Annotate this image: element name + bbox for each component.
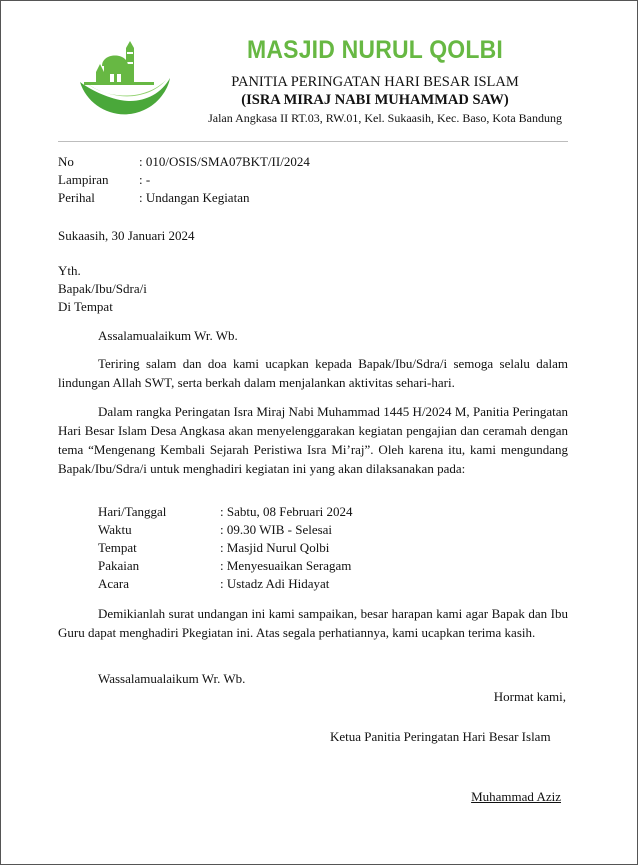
mosque-logo-icon [74, 38, 172, 122]
meta-value-subject: : Undangan Kegiatan [139, 190, 250, 205]
detail-value-attire: : Menyesuaikan Seragam [220, 558, 352, 573]
detail-value-program: : Ustadz Adi Hidayat [220, 576, 330, 591]
meta-label-attachment: Lampiran [58, 172, 109, 187]
event-title: (ISRA MIRAJ NABI MUHAMMAD SAW) [241, 92, 509, 108]
meta-value-number: : 010/OSIS/SMA07BKT/II/2024 [139, 154, 310, 169]
detail-value-time: : 09.30 WIB - Selesai [220, 522, 333, 537]
signature-title: Ketua Panitia Peringatan Hari Besar Islam [330, 729, 551, 744]
paragraph-opening: Teriring salam dan doa kami ucapkan kepada Bapak/Ibu/Sdra/i semoga selalu dalam lindungan Allah SWT, serta berkah dalam menjalankan aktivitas sehari-hari. [58, 356, 568, 390]
org-name: MASJID NURUL QOLBI [247, 36, 503, 64]
detail-value-place: : Masjid Nurul Qolbi [220, 540, 330, 555]
detail-label-attire: Pakaian [98, 558, 140, 573]
org-address: Jalan Angkasa II RT.03, RW.01, Kel. Sukaasih, Kec. Baso, Kota Bandung [208, 111, 562, 125]
meta-label-subject: Perihal [58, 190, 95, 205]
recipient-salutation: Yth. [58, 263, 81, 278]
greeting: Assalamualaikum Wr. Wb. [98, 328, 238, 343]
paragraph-invitation: Dalam rangka Peringatan Isra Miraj Nabi Muhammad 1445 H/2024 M, Panitia Peringatan Hari Besar Islam Desa Angkasa akan menyelenggarakan kegiatan pengajian dan ceramah dengan tema “Mengenang Kembali Sejarah Peristiwa Isra Mi’raj”. Oleh karena itu, kami mengundang Bapak/Ibu/Sdra/i untuk menghadiri kegiatan ini yang akan dilaksanakan pada: [58, 404, 568, 476]
committee-title: PANITIA PERINGATAN HARI BESAR ISLAM [231, 74, 519, 90]
paragraph-closing: Demikianlah surat undangan ini kami sampaikan, besar harapan kami agar Bapak dan Ibu Guru dapat menghadiri Pkegiatan ini. Atas segala perhatiannya, kami ucapkan terima kasih. [58, 606, 568, 640]
detail-label-program: Acara [98, 576, 130, 591]
signature-name: Muhammad Aziz [471, 789, 561, 804]
farewell: Wassalamualaikum Wr. Wb. [98, 671, 246, 686]
recipient-name: Bapak/Ibu/Sdra/i [58, 281, 147, 296]
detail-label-date: Hari/Tanggal [98, 504, 167, 519]
detail-label-time: Waktu [98, 522, 132, 537]
header-divider [58, 141, 568, 142]
meta-value-attachment: : - [139, 172, 151, 187]
place-date: Sukaasih, 30 Januari 2024 [58, 228, 195, 243]
recipient-location: Di Tempat [58, 299, 113, 314]
signature-regards: Hormat kami, [493, 689, 566, 704]
detail-label-place: Tempat [98, 540, 137, 555]
detail-value-date: : Sabtu, 08 Februari 2024 [220, 504, 353, 519]
meta-label-number: No [58, 154, 74, 169]
